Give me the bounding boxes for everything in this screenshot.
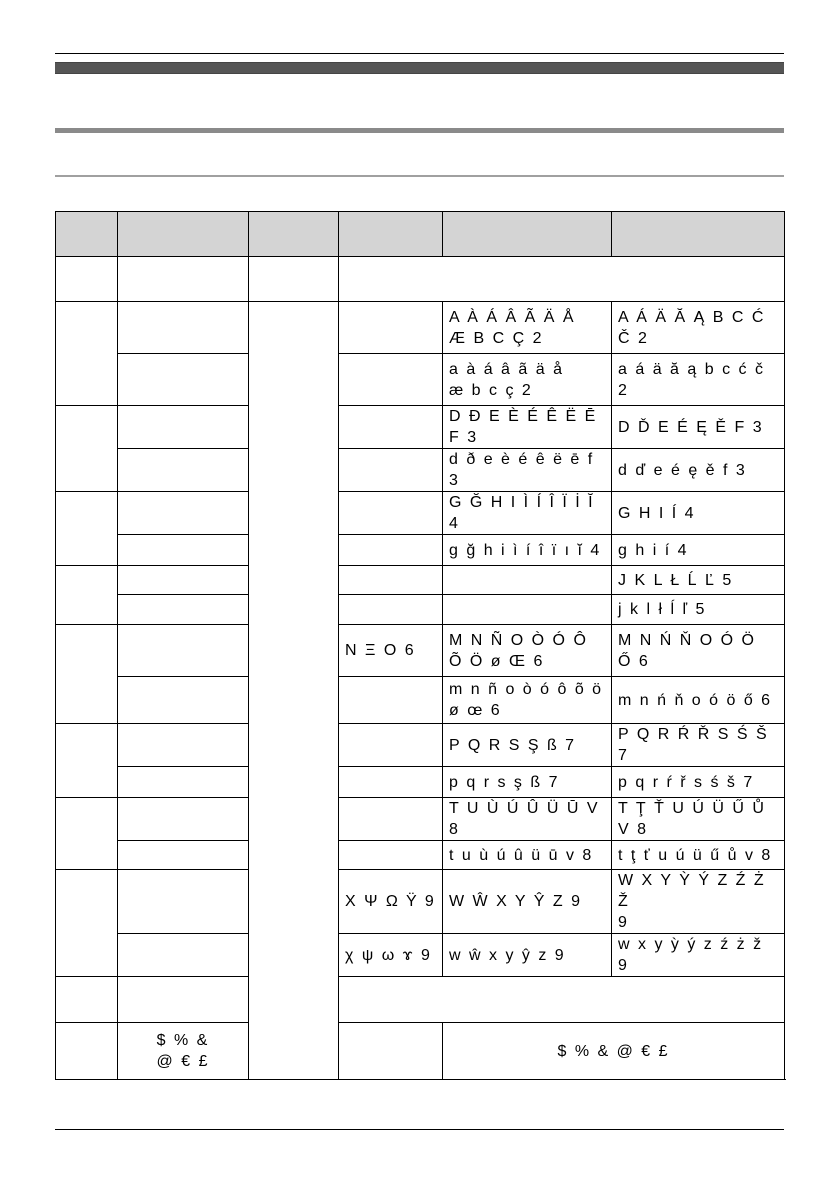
table-cell [56, 1023, 118, 1080]
table-cell [339, 449, 443, 492]
section-rule [55, 128, 784, 133]
header-cell [443, 212, 612, 257]
table-cell [56, 977, 118, 1023]
merged-cell [339, 257, 785, 302]
table-cell [56, 798, 118, 870]
table-cell: N Ξ O 6 [339, 625, 443, 677]
table-cell [118, 767, 249, 798]
symbols-merged-cell: $ % & @ € £ [443, 1023, 785, 1080]
table-cell: p q r ŕ ř s ś š 7 [612, 767, 785, 798]
table-cell: a á ä ă ą b c ć č 2 [612, 354, 785, 406]
table-cell [118, 354, 249, 406]
table-row [56, 841, 785, 870]
chars-line: 9 [618, 914, 629, 931]
table-cell [118, 677, 249, 724]
chars-line: M N Ñ O Ò Ó Ô [449, 631, 588, 649]
table-row [56, 977, 785, 1023]
table-cell [339, 1023, 443, 1080]
table-cell [118, 406, 249, 449]
table-cell [443, 566, 612, 595]
table-cell [249, 302, 339, 1080]
table-cell: w ŵ x y ŷ z 9 [443, 934, 612, 977]
chars-line: æ b c ç 2 [449, 381, 533, 399]
table-row [56, 449, 785, 492]
table-cell: g ğ h i ì í î ï ı ĭ 4 [443, 535, 612, 566]
table-cell [118, 977, 249, 1023]
header-cell [612, 212, 785, 257]
chars-line: Ő 6 [618, 652, 650, 670]
table-cell [443, 302, 612, 354]
table-cell: w x y ỳ ý z ź ż ž 9 [612, 934, 785, 977]
table-cell [443, 677, 612, 724]
chars-line: A À Á Â Ã Ä Å [449, 308, 576, 326]
table-cell [56, 566, 118, 625]
header-cell [249, 212, 339, 257]
table-cell: T U Ù Ú Û Ü Ū V 8 [443, 798, 612, 841]
table-cell: χ ψ ω ɤ 9 [339, 934, 443, 977]
chars-line: Õ Ö ø Œ 6 [449, 652, 545, 670]
table-cell: P Q R Ŕ Ř S Ś Š 7 [612, 724, 785, 767]
table-row [56, 934, 785, 977]
table-cell [56, 492, 118, 566]
table-row [56, 535, 785, 566]
chars-line: m n ñ o ò ó ô õ ö [449, 681, 604, 698]
table-cell: G Ğ H I Ì Í Î Ï İ Ĭ 4 [443, 492, 612, 535]
table-cell [339, 724, 443, 767]
chars-line: a à á â ã ä å [449, 360, 564, 378]
table-cell: t u ù ú û ü ū v 8 [443, 841, 612, 870]
table-cell [118, 870, 249, 934]
top-rule [55, 53, 784, 54]
table-row [56, 870, 785, 934]
table-cell [249, 257, 339, 302]
header-cell [339, 212, 443, 257]
table-cell [118, 798, 249, 841]
table-cell [339, 492, 443, 535]
title-bar [55, 62, 784, 74]
table-cell: j k l ł ĺ ľ 5 [612, 595, 785, 625]
table-cell [118, 724, 249, 767]
character-table [55, 211, 785, 1080]
table-cell [339, 354, 443, 406]
chars-line: W X Y Ỳ Ý Z Ź Ż Ž [618, 872, 766, 910]
table-cell [118, 841, 249, 870]
table-cell [118, 595, 249, 625]
table-cell [339, 302, 443, 354]
table-cell [443, 595, 612, 625]
table-cell: D Ď E É Ę Ě F 3 [612, 406, 785, 449]
subsection-rule [55, 175, 784, 177]
table-row [56, 566, 785, 595]
table-cell [443, 354, 612, 406]
table-row [56, 677, 785, 724]
table-cell [56, 302, 118, 406]
table-row [56, 595, 785, 625]
chars-line: ø œ 6 [449, 702, 502, 719]
chars-line: @ € £ [156, 1053, 210, 1070]
table-cell [339, 566, 443, 595]
table-row [56, 354, 785, 406]
table-cell [339, 535, 443, 566]
table-row [56, 1023, 785, 1080]
table-cell: G H I Í 4 [612, 492, 785, 535]
table-row [56, 492, 785, 535]
table-row [56, 406, 785, 449]
table-row [56, 625, 785, 677]
table-cell: D Đ E È É Ê Ë Ē F 3 [443, 406, 612, 449]
table-cell: T Ţ Ť U Ú Ü Ű Ů V 8 [612, 798, 785, 841]
table-cell [118, 934, 249, 977]
table-cell: J K L Ł Ĺ Ľ 5 [612, 566, 785, 595]
table-cell: g h i í 4 [612, 535, 785, 566]
table-header-row [56, 212, 785, 257]
table-cell [612, 870, 785, 934]
table-cell: p q r s ş ß 7 [443, 767, 612, 798]
table-cell [339, 841, 443, 870]
table-cell [56, 724, 118, 798]
table-cell: d ð e è é ê ë ē f 3 [443, 449, 612, 492]
table-cell [118, 302, 249, 354]
table-cell [56, 257, 118, 302]
table-cell: P Q R S Ş ß 7 [443, 724, 612, 767]
table-cell: m n ń ň o ó ö ő 6 [612, 677, 785, 724]
table-cell [118, 625, 249, 677]
table-row [56, 257, 785, 302]
table-row [56, 724, 785, 767]
symbols-cell [118, 1023, 249, 1080]
footer-rule [55, 1129, 784, 1130]
table-cell [118, 492, 249, 535]
table-cell [339, 767, 443, 798]
table-cell [339, 798, 443, 841]
table-cell [118, 535, 249, 566]
table-row [56, 767, 785, 798]
table-cell [339, 406, 443, 449]
chars-line: $ % & [156, 1032, 210, 1049]
header-cell [56, 212, 118, 257]
table-cell [56, 625, 118, 724]
merged-cell [339, 977, 785, 1023]
header-cell [118, 212, 249, 257]
table-cell: A Á Ä Ă Ą B C Ć Č 2 [612, 302, 785, 354]
table-cell [118, 257, 249, 302]
table-cell [443, 625, 612, 677]
table-cell [612, 625, 785, 677]
table-cell [339, 595, 443, 625]
chars-line: M N Ń Ň O Ó Ö [618, 631, 756, 649]
table-cell [118, 566, 249, 595]
table-cell: t ţ ť u ú ü ű ů v 8 [612, 841, 785, 870]
table-cell [118, 449, 249, 492]
table-row [56, 302, 785, 354]
table-cell: d ď e é ę ě f 3 [612, 449, 785, 492]
table-cell: Χ Ψ Ω Ϋ 9 [339, 870, 443, 934]
table-cell [56, 406, 118, 492]
table-cell [339, 677, 443, 724]
table-cell [56, 870, 118, 977]
table-cell: W Ŵ X Y Ŷ Z 9 [443, 870, 612, 934]
chars-line: Æ B C Ç 2 [449, 329, 544, 347]
table-row [56, 798, 785, 841]
